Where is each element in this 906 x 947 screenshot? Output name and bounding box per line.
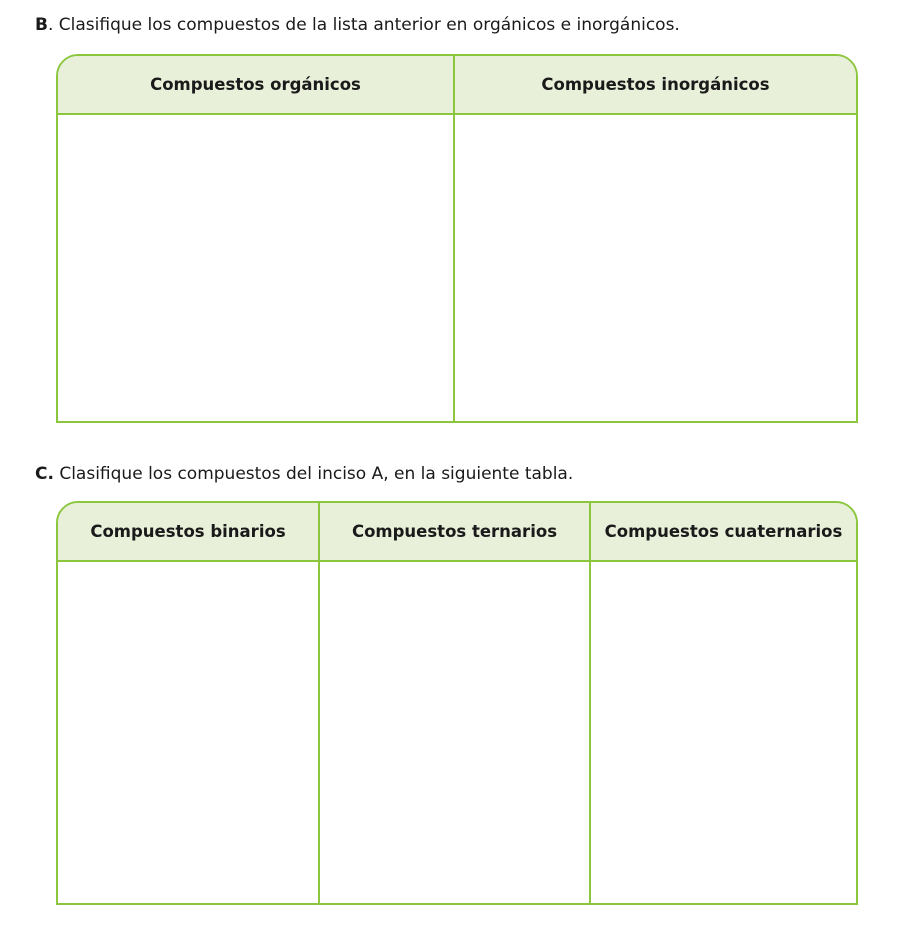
- table-body-row: [58, 115, 856, 421]
- inorganic-compounds-cell[interactable]: [455, 115, 856, 421]
- instruction-b-letter: B: [35, 15, 48, 35]
- header-ternary-compounds: Compuestos ternarios: [320, 503, 591, 560]
- header-quaternary-compounds: Compuestos cuaternarios: [604, 522, 843, 541]
- instruction-b: [35, 14, 680, 36]
- instruction-c-text: Clasifique los compuestos del inciso A, en la siguiente tabla.: [53, 464, 574, 484]
- organic-compounds-cell[interactable]: [58, 115, 455, 421]
- header-binary-compounds: Compuestos binarios: [58, 503, 320, 560]
- quaternary-compounds-cell[interactable]: [591, 562, 856, 903]
- table-body-row: [58, 562, 856, 903]
- instruction-b-text: . Clasifique los compuestos de la lista anterior en orgánicos e inorgánicos.: [47, 15, 680, 35]
- ternary-compounds-cell[interactable]: [320, 562, 591, 903]
- table-header-row: [58, 56, 856, 115]
- instruction-c: [35, 463, 573, 485]
- instruction-c-letter: C.: [35, 464, 54, 484]
- header-inorganic-compounds: Compuestos inorgánicos: [541, 75, 770, 94]
- organic-inorganic-table: [56, 54, 858, 423]
- binary-compounds-cell[interactable]: [58, 562, 320, 903]
- header-organic-compounds: Compuestos orgánicos: [58, 56, 455, 113]
- binary-ternary-quaternary-table: [56, 501, 858, 905]
- table-header-row: [58, 503, 856, 562]
